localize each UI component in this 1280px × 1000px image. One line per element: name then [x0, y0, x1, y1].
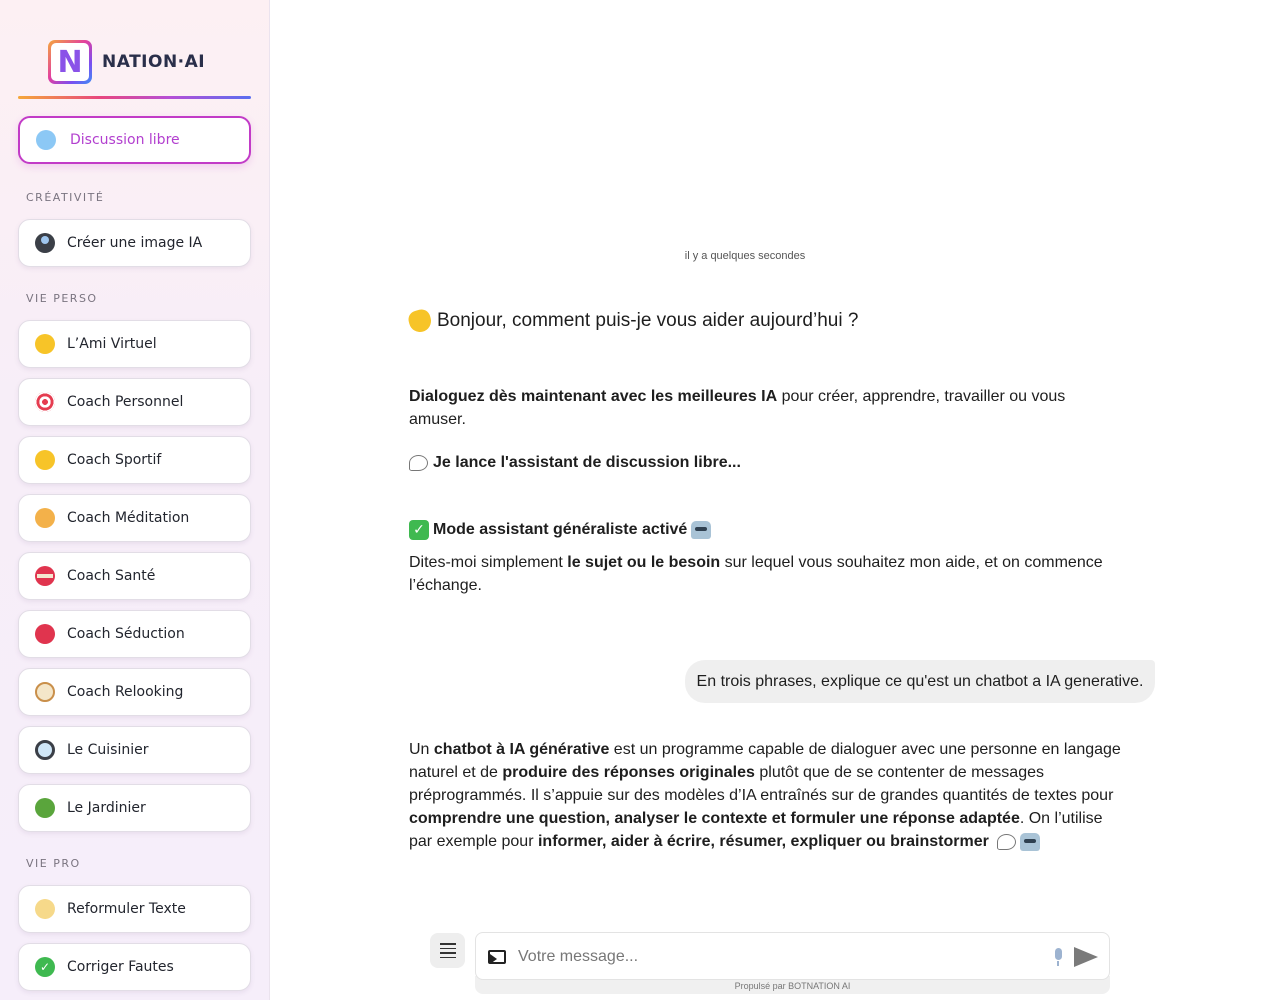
launch-text: Je lance l'assistant de discussion libre...	[433, 454, 741, 471]
sidebar-item-creer-image[interactable]	[18, 219, 251, 267]
section-title-vie-perso: VIE PERSO	[26, 292, 98, 305]
sidebar-item-label: Créer une image IA	[67, 235, 203, 251]
smile-icon	[35, 334, 55, 354]
menu-line	[440, 952, 456, 954]
intro-rest: pour créer, apprendre, travailler ou vous amuser.	[409, 388, 1066, 428]
bot-launch	[409, 451, 1119, 474]
sidebar-item-le-cuisinier[interactable]	[18, 726, 251, 774]
powered-by-footer: Propulsé par BOTNATION AI	[475, 976, 1110, 994]
answer-part: est un programme capable de dialoguer avec une personne en langage naturel et de	[409, 741, 1121, 781]
sidebar-item-label: Discussion libre	[70, 132, 180, 148]
speech-bubble-icon	[36, 130, 56, 150]
answer-bold: comprendre une question, analyser le contexte et formuler une réponse adaptée	[409, 810, 1020, 827]
sidebar-item-coach-relooking[interactable]	[18, 668, 251, 716]
menu-line	[440, 943, 456, 945]
yoga-icon	[35, 508, 55, 528]
chat-area	[270, 0, 1280, 1000]
sidebar-item-label: Corriger Fautes	[67, 959, 174, 975]
sidebar-item-label: L’Ami Virtuel	[67, 336, 157, 352]
bot-intro	[409, 385, 1119, 431]
answer-part: plutôt que de se contenter de messages préprogrammés. Il s’appuie sur des modèles d’IA entraînés sur de grandes quantités de textes pour	[409, 764, 1114, 804]
bot-answer	[409, 738, 1124, 853]
robot-icon	[1020, 833, 1040, 851]
mode-text: Mode assistant généraliste activé	[433, 521, 688, 538]
sidebar-item-label: Coach Méditation	[67, 510, 190, 526]
answer-bold: produire des réponses originales	[502, 764, 755, 781]
intro-bold: Dialoguez dès maintenant avec les meilleures IA	[409, 388, 778, 405]
prompt-a: Dites-moi simplement	[409, 554, 568, 571]
target-icon	[35, 392, 55, 412]
logo-letter: N	[51, 43, 89, 81]
clipboard-icon	[35, 682, 55, 702]
sidebar-item-label: Coach Personnel	[67, 394, 184, 410]
bot-mode	[409, 518, 1119, 541]
plant-icon	[35, 798, 55, 818]
menu-line	[440, 948, 456, 950]
menu-line	[440, 957, 456, 959]
image-upload-icon[interactable]	[488, 950, 506, 964]
sidebar-item-label: Le Jardinier	[67, 800, 146, 816]
send-icon[interactable]	[1074, 947, 1098, 967]
sidebar-item-ami-virtuel[interactable]	[18, 320, 251, 368]
sidebar-item-label: Coach Relooking	[67, 684, 184, 700]
bot-prompt	[409, 551, 1119, 597]
message-input[interactable]	[518, 945, 1028, 969]
sidebar-item-corriger-fautes[interactable]	[18, 943, 251, 991]
composer	[475, 932, 1110, 994]
answer-bold: chatbot à IA générative	[433, 741, 610, 758]
bot-greeting	[409, 308, 1119, 334]
section-title-vie-pro: VIE PRO	[26, 857, 81, 870]
sidebar-item-label: Reformuler Texte	[67, 901, 186, 917]
sidebar-item-coach-meditation[interactable]	[18, 494, 251, 542]
sidebar-item-label: Le Cuisinier	[67, 742, 149, 758]
memo-icon	[34, 898, 57, 921]
microphone-icon[interactable]	[1053, 948, 1063, 966]
brand-divider	[18, 96, 251, 99]
answer-part: . On l’utilise par exemple pour	[409, 810, 1103, 850]
sidebar-item-coach-sante[interactable]	[18, 552, 251, 600]
check-icon: ✓	[35, 957, 55, 977]
answer-part: Un	[409, 741, 434, 758]
composer-box	[475, 932, 1110, 980]
sidebar-item-discussion-libre[interactable]	[18, 116, 251, 164]
sidebar-item-coach-seduction[interactable]	[18, 610, 251, 658]
sidebar-item-label: Coach Sportif	[67, 452, 162, 468]
robot-icon	[691, 521, 711, 539]
speech-bubble-icon	[409, 455, 428, 471]
brand[interactable]	[48, 39, 205, 85]
sidebar-item-coach-personnel[interactable]	[18, 378, 251, 426]
sidebar-item-label: Coach Santé	[67, 568, 156, 584]
message-timestamp: il y a quelques secondes	[684, 250, 806, 262]
user-message-bubble: En trois phrases, explique ce qu'est un chatbot a IA generative.	[685, 660, 1155, 703]
sidebar-item-coach-sportif[interactable]	[18, 436, 251, 484]
heart-bandage-icon	[35, 566, 55, 586]
sidebar-item-label: Coach Séduction	[67, 626, 185, 642]
prompt-c: sur lequel vous souhaitez mon aide, et on commence l’échange.	[409, 554, 1103, 594]
prompt-b: le sujet ou le besoin	[567, 554, 721, 571]
brand-logo-icon	[48, 40, 92, 84]
brand-name: NATION·AI	[102, 52, 206, 72]
speech-bubble-icon	[997, 834, 1016, 850]
camera-icon	[35, 233, 55, 253]
hearts-icon	[35, 624, 55, 644]
waving-hand-icon	[407, 308, 434, 335]
answer-bold: informer, aider à écrire, résumer, expliquer ou brainstormer	[537, 833, 989, 850]
greeting-text: Bonjour, comment puis-je vous aider aujourd’hui ?	[437, 310, 859, 331]
sidebar-item-le-jardinier[interactable]	[18, 784, 251, 832]
sidebar-item-reformuler-texte[interactable]	[18, 885, 251, 933]
muscle-icon	[35, 450, 55, 470]
magnifier-icon	[35, 740, 55, 760]
check-icon: ✓	[409, 520, 429, 540]
sidebar	[0, 0, 270, 1000]
section-title-creativite: CRÉATIVITÉ	[26, 191, 105, 204]
menu-button[interactable]	[430, 933, 465, 968]
